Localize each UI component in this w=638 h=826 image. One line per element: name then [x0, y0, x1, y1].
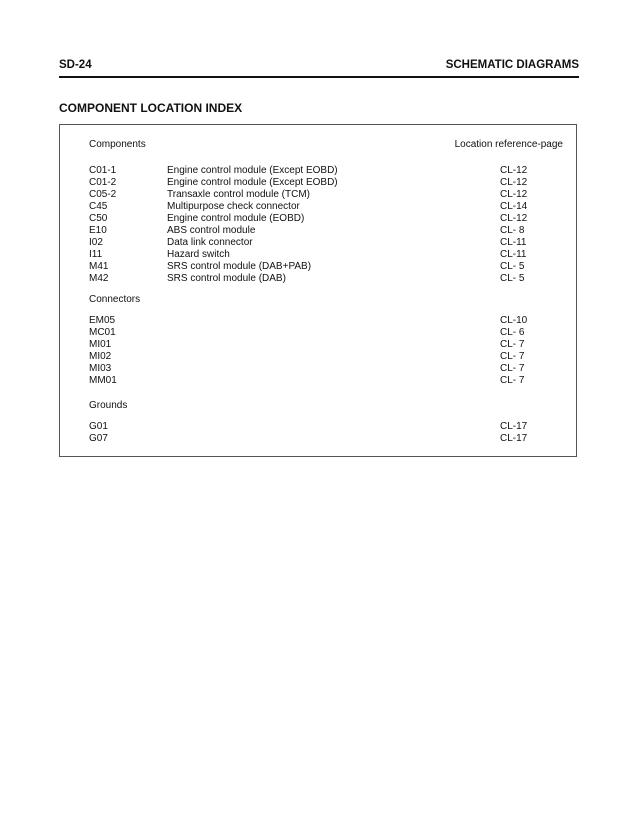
- item-description: Hazard switch: [167, 249, 230, 260]
- item-reference: CL-12: [500, 213, 528, 224]
- item-code: E10: [89, 225, 107, 236]
- table-row: [60, 177, 576, 189]
- table-row: [60, 237, 576, 249]
- item-description: ABS control module: [167, 225, 256, 236]
- item-description: SRS control module (DAB): [167, 273, 286, 284]
- item-reference: CL- 7: [500, 375, 525, 386]
- item-description: Multipurpose check connector: [167, 201, 300, 212]
- item-code: M42: [89, 273, 109, 284]
- page-header: [59, 58, 579, 78]
- item-code: C01-1: [89, 165, 117, 176]
- item-reference: CL- 5: [500, 261, 525, 272]
- item-reference: CL-17: [500, 421, 528, 432]
- item-description: Engine control module (Except EOBD): [167, 177, 338, 188]
- table-row: [60, 273, 576, 285]
- table-row: [60, 213, 576, 225]
- item-code: EM05: [89, 315, 116, 326]
- item-reference: CL- 7: [500, 351, 525, 362]
- item-description: Transaxle control module (TCM): [167, 189, 311, 200]
- item-code: G07: [89, 433, 108, 444]
- item-code: MI03: [89, 363, 112, 374]
- table-row: [60, 363, 576, 375]
- table-row: [60, 315, 576, 327]
- item-code: C05-2: [89, 189, 117, 200]
- table-row: [60, 351, 576, 363]
- item-description: Data link connector: [167, 237, 253, 248]
- table-row: [60, 189, 576, 201]
- table-row: [60, 201, 576, 213]
- section-heading: SCHEMATIC DIAGRAMS: [445, 59, 579, 71]
- connectors-heading: [60, 294, 576, 306]
- index-table: [59, 124, 577, 457]
- table-row: [60, 327, 576, 339]
- item-reference: CL-14: [500, 201, 528, 212]
- table-header: [60, 139, 576, 151]
- item-code: C01-2: [89, 177, 117, 188]
- table-row: [60, 249, 576, 261]
- page-title: COMPONENT LOCATION INDEX: [59, 101, 243, 115]
- item-code: I02: [89, 237, 103, 248]
- grounds-heading: [60, 400, 576, 412]
- components-label: Components: [89, 139, 146, 150]
- item-code: MM01: [89, 375, 117, 386]
- item-description: Engine control module (Except EOBD): [167, 165, 338, 176]
- table-row: [60, 225, 576, 237]
- item-code: MI02: [89, 351, 112, 362]
- connectors-label: Connectors: [89, 294, 141, 305]
- table-row: [60, 261, 576, 273]
- item-reference: CL-12: [500, 177, 528, 188]
- location-label: Location reference-page: [454, 139, 563, 150]
- item-description: SRS control module (DAB+PAB): [167, 261, 312, 272]
- item-reference: CL- 8: [500, 225, 525, 236]
- item-reference: CL-12: [500, 189, 528, 200]
- item-code: C50: [89, 213, 108, 224]
- table-row: [60, 421, 576, 433]
- item-reference: CL- 6: [500, 327, 525, 338]
- table-row: [60, 375, 576, 387]
- item-description: Engine control module (EOBD): [167, 213, 305, 224]
- table-row: [60, 339, 576, 351]
- item-reference: CL- 5: [500, 273, 525, 284]
- item-reference: CL-17: [500, 433, 528, 444]
- item-code: G01: [89, 421, 108, 432]
- item-code: C45: [89, 201, 108, 212]
- item-code: M41: [89, 261, 109, 272]
- item-code: MI01: [89, 339, 112, 350]
- item-reference: CL-10: [500, 315, 528, 326]
- table-row: [60, 433, 576, 445]
- item-reference: CL- 7: [500, 363, 525, 374]
- item-reference: CL-11: [500, 237, 527, 248]
- item-reference: CL- 7: [500, 339, 525, 350]
- item-reference: CL-11: [500, 249, 527, 260]
- item-reference: CL-12: [500, 165, 528, 176]
- item-code: I11: [89, 249, 103, 260]
- page-number: SD-24: [59, 59, 92, 71]
- grounds-label: Grounds: [89, 400, 128, 411]
- item-code: MC01: [89, 327, 116, 338]
- table-row: [60, 165, 576, 177]
